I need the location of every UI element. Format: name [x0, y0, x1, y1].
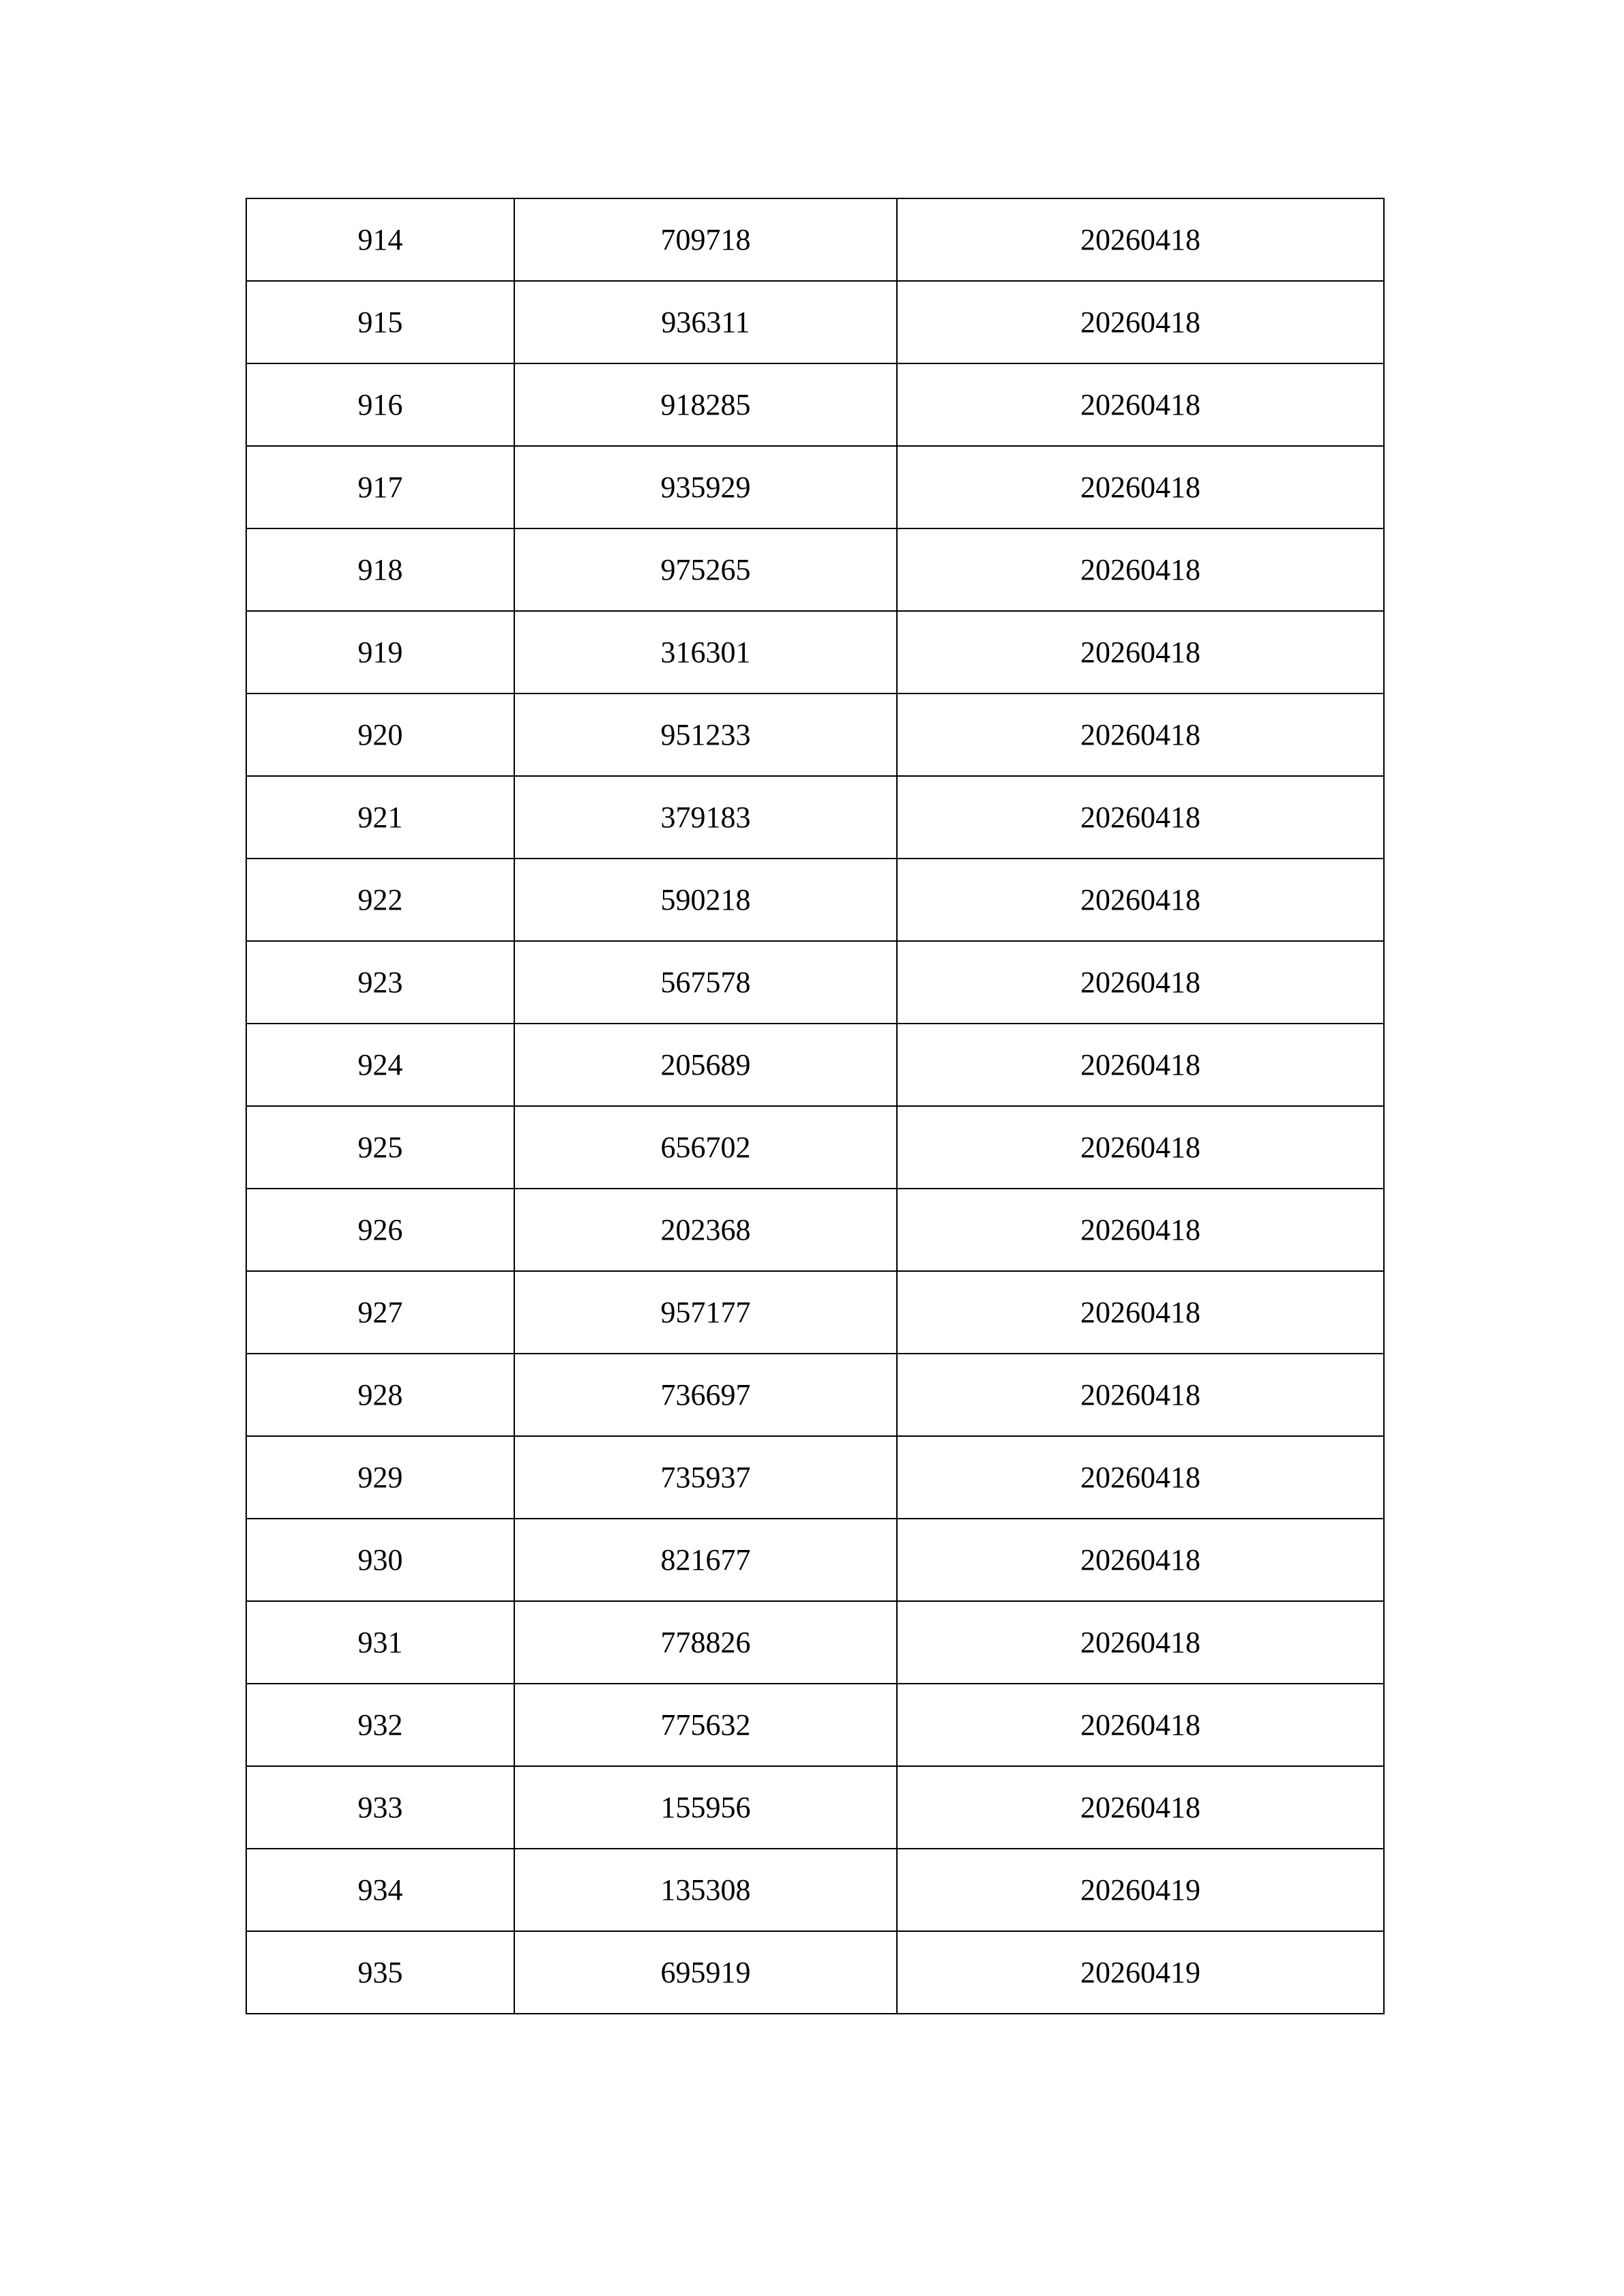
serial-number-cell: 914	[246, 198, 514, 281]
table-row	[246, 363, 1384, 446]
serial-number-cell: 918	[246, 528, 514, 611]
code-cell: 975265	[514, 528, 897, 611]
table-row	[246, 1271, 1384, 1354]
table-row	[246, 1024, 1384, 1106]
serial-number-cell: 930	[246, 1519, 514, 1601]
serial-number-cell: 927	[246, 1271, 514, 1354]
date-cell: 20260418	[897, 281, 1384, 363]
code-cell: 135308	[514, 1849, 897, 1931]
date-cell: 20260418	[897, 363, 1384, 446]
date-cell: 20260418	[897, 1519, 1384, 1601]
serial-number-cell: 916	[246, 363, 514, 446]
code-cell: 735937	[514, 1436, 897, 1519]
table-row	[246, 1849, 1384, 1931]
serial-number-cell: 933	[246, 1766, 514, 1849]
serial-number-cell: 921	[246, 776, 514, 859]
table-row	[246, 1189, 1384, 1271]
date-cell: 20260418	[897, 1189, 1384, 1271]
serial-number-cell: 915	[246, 281, 514, 363]
serial-number-cell: 926	[246, 1189, 514, 1271]
table-row	[246, 611, 1384, 694]
code-cell: 935929	[514, 446, 897, 528]
table-row	[246, 1684, 1384, 1766]
table-row	[246, 1354, 1384, 1436]
date-cell: 20260418	[897, 1601, 1384, 1684]
date-cell: 20260418	[897, 1106, 1384, 1189]
date-cell: 20260418	[897, 528, 1384, 611]
code-cell: 202368	[514, 1189, 897, 1271]
date-cell: 20260418	[897, 694, 1384, 776]
serial-number-cell: 922	[246, 859, 514, 941]
serial-number-cell: 931	[246, 1601, 514, 1684]
code-cell: 155956	[514, 1766, 897, 1849]
code-cell: 918285	[514, 363, 897, 446]
serial-number-cell: 935	[246, 1931, 514, 2014]
code-cell: 957177	[514, 1271, 897, 1354]
date-cell: 20260418	[897, 1436, 1384, 1519]
code-cell: 709718	[514, 198, 897, 281]
date-cell: 20260419	[897, 1931, 1384, 2014]
date-cell: 20260418	[897, 1766, 1384, 1849]
table-row	[246, 1519, 1384, 1601]
table-body	[246, 198, 1384, 2014]
table-row	[246, 198, 1384, 281]
table-row	[246, 528, 1384, 611]
table-row	[246, 859, 1384, 941]
date-cell: 20260418	[897, 776, 1384, 859]
data-table	[246, 198, 1385, 2014]
code-cell: 775632	[514, 1684, 897, 1766]
code-cell: 821677	[514, 1519, 897, 1601]
serial-number-cell: 928	[246, 1354, 514, 1436]
table-row	[246, 281, 1384, 363]
date-cell: 20260418	[897, 446, 1384, 528]
date-cell: 20260418	[897, 1024, 1384, 1106]
table-row	[246, 1931, 1384, 2014]
code-cell: 695919	[514, 1931, 897, 2014]
serial-number-cell: 923	[246, 941, 514, 1024]
table-row	[246, 941, 1384, 1024]
serial-number-cell: 934	[246, 1849, 514, 1931]
table-row	[246, 694, 1384, 776]
serial-number-cell: 924	[246, 1024, 514, 1106]
serial-number-cell: 929	[246, 1436, 514, 1519]
table-row	[246, 1106, 1384, 1189]
date-cell: 20260418	[897, 941, 1384, 1024]
date-cell: 20260418	[897, 1684, 1384, 1766]
code-cell: 656702	[514, 1106, 897, 1189]
code-cell: 316301	[514, 611, 897, 694]
table-row	[246, 1601, 1384, 1684]
table-row	[246, 1766, 1384, 1849]
serial-number-cell: 919	[246, 611, 514, 694]
date-cell: 20260418	[897, 1354, 1384, 1436]
serial-number-cell: 917	[246, 446, 514, 528]
code-cell: 205689	[514, 1024, 897, 1106]
serial-number-cell: 925	[246, 1106, 514, 1189]
table-row	[246, 776, 1384, 859]
serial-number-cell: 932	[246, 1684, 514, 1766]
date-cell: 20260418	[897, 859, 1384, 941]
date-cell: 20260418	[897, 611, 1384, 694]
table-row	[246, 446, 1384, 528]
code-cell: 951233	[514, 694, 897, 776]
date-cell: 20260419	[897, 1849, 1384, 1931]
code-cell: 567578	[514, 941, 897, 1024]
code-cell: 590218	[514, 859, 897, 941]
code-cell: 936311	[514, 281, 897, 363]
date-cell: 20260418	[897, 198, 1384, 281]
code-cell: 379183	[514, 776, 897, 859]
code-cell: 736697	[514, 1354, 897, 1436]
serial-number-cell: 920	[246, 694, 514, 776]
date-cell: 20260418	[897, 1271, 1384, 1354]
code-cell: 778826	[514, 1601, 897, 1684]
table-row	[246, 1436, 1384, 1519]
